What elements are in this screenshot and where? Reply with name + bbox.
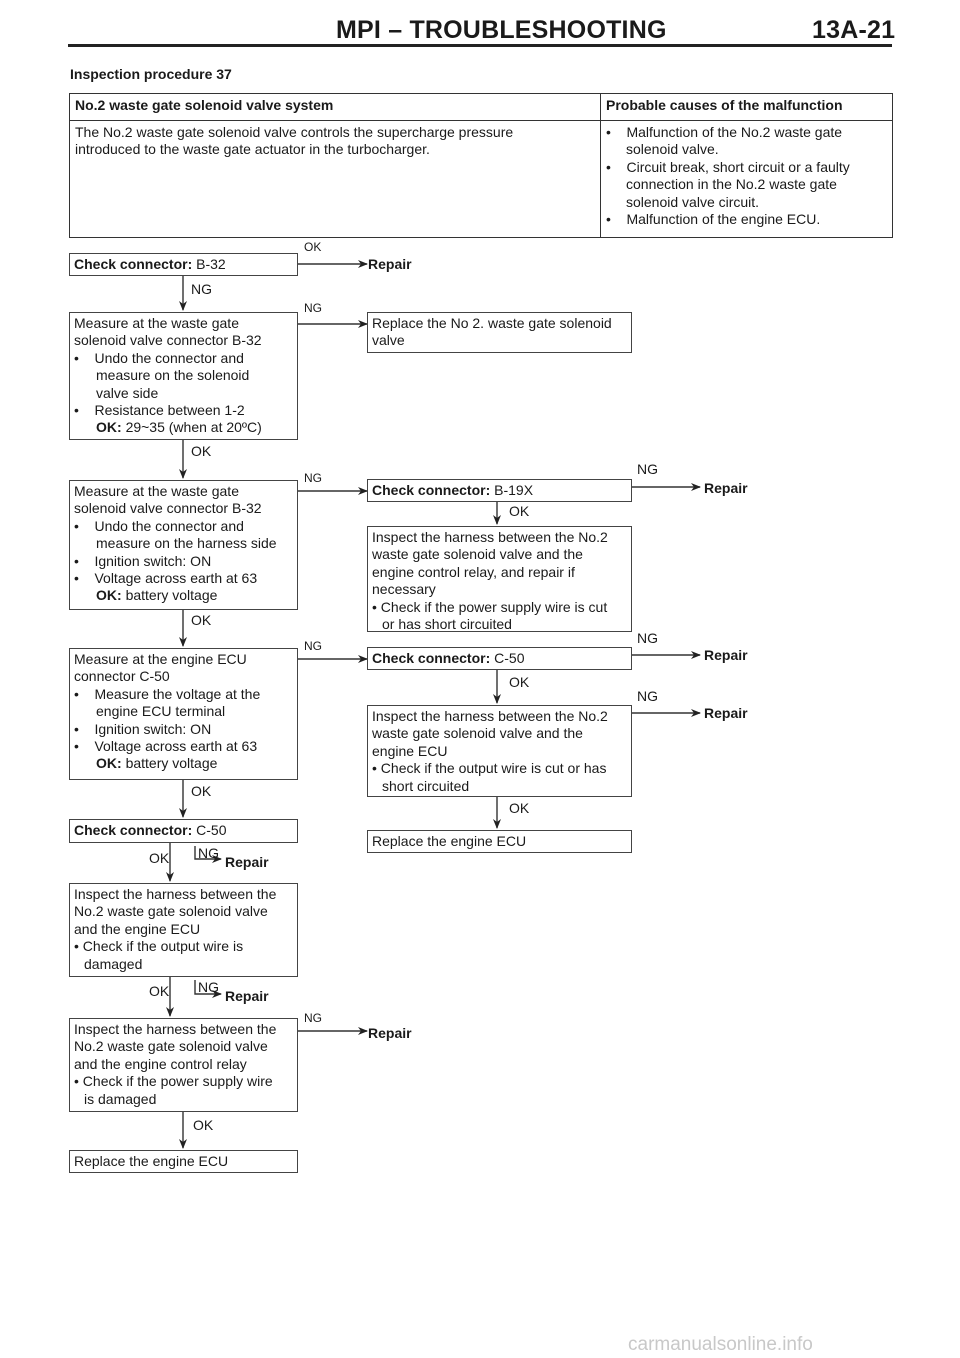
ok-label: OK bbox=[193, 1117, 214, 1133]
repair-label: Repair bbox=[368, 1025, 412, 1041]
cause-item: • Malfunction of the No.2 waste gate solenoid valve. bbox=[606, 124, 843, 158]
ng-label: NG bbox=[637, 630, 658, 646]
ng-label: NG bbox=[304, 639, 322, 653]
inspect-harness-ecu-box: Inspect the harness between the No.2 waste gate solenoid valve and the engine ECU • Check if the output wire is cut or has short circuited bbox=[367, 705, 632, 797]
watermark: carmanualsonline.info bbox=[628, 1334, 813, 1355]
ng-label: NG bbox=[637, 688, 658, 704]
ng-label: NG bbox=[304, 471, 322, 485]
replace-ecu-box: Replace the engine ECU bbox=[69, 1150, 298, 1173]
check-connector-c50-box: Check connector: C-50 bbox=[367, 647, 632, 670]
check-connector-b32-box: Check connector: B-32 bbox=[69, 253, 298, 276]
repair-label: Repair bbox=[225, 854, 269, 870]
ok-label: OK bbox=[509, 503, 530, 519]
measure-resistance-box: Measure at the waste gate solenoid valve connector B-32 • Undo the connector and measure on the solenoid valve side • Resistance between 1-2 OK: 29~35 (when at 20ºC) bbox=[69, 312, 298, 440]
ok-label: OK bbox=[191, 612, 212, 628]
replace-ecu-box: Replace the engine ECU bbox=[367, 830, 632, 853]
ng-label: NG bbox=[198, 845, 219, 861]
ng-label: NG bbox=[637, 461, 658, 477]
ok-label: OK bbox=[304, 240, 322, 254]
repair-label: Repair bbox=[704, 647, 748, 663]
causes-header: Probable causes of the malfunction bbox=[601, 94, 893, 121]
measure-voltage-harness-box: Measure at the waste gate solenoid valve connector B-32 • Undo the connector and measure on the harness side • Ignition switch: ON • Voltage across earth at 63 OK: battery voltage bbox=[69, 480, 298, 610]
replace-solenoid-box: Replace the No 2. waste gate solenoid valve bbox=[367, 312, 632, 353]
repair-label: Repair bbox=[368, 256, 412, 272]
check-connector-b19x-box: Check connector: B-19X bbox=[367, 479, 632, 502]
page-number: 13A-21 bbox=[812, 16, 896, 44]
ok-label: OK bbox=[149, 850, 170, 866]
cause-item: • Circuit break, short circuit or a faulty connection in the No.2 waste gate solenoid valve circuit. bbox=[606, 158, 850, 210]
ng-label: NG bbox=[198, 979, 219, 995]
inspect-power-wire-box: Inspect the harness between the No.2 waste gate solenoid valve and the engine control relay • Check if the power supply wire is damaged bbox=[69, 1018, 298, 1112]
repair-label: Repair bbox=[225, 988, 269, 1004]
ng-label: NG bbox=[191, 281, 212, 297]
repair-label: Repair bbox=[704, 705, 748, 721]
ng-label: NG bbox=[304, 301, 322, 315]
cause-item: • Malfunction of the engine ECU. bbox=[606, 211, 821, 228]
inspect-output-wire-box: Inspect the harness between the No.2 waste gate solenoid valve and the engine ECU • Check if the output wire is damaged bbox=[69, 883, 298, 977]
page-title: MPI – TROUBLESHOOTING bbox=[336, 16, 667, 44]
check-connector-c50-box: Check connector: C-50 bbox=[69, 819, 298, 843]
ok-label: OK bbox=[509, 674, 530, 690]
repair-label: Repair bbox=[704, 480, 748, 496]
inspect-harness-relay-box: Inspect the harness between the No.2 waste gate solenoid valve and the engine control relay, and repair if necessary • Check if the power supply wire is cut or has short circuited bbox=[367, 526, 632, 632]
ok-label: OK bbox=[191, 783, 212, 799]
ng-label: NG bbox=[304, 1011, 322, 1025]
ok-label: OK bbox=[509, 800, 530, 816]
system-header: No.2 waste gate solenoid valve system bbox=[70, 94, 601, 121]
procedure-title: Inspection procedure 37 bbox=[70, 66, 232, 82]
measure-ecu-voltage-box: Measure at the engine ECU connector C-50 • Measure the voltage at the engine ECU terminal • Ignition switch: ON • Voltage across earth at 63 OK: battery voltage bbox=[69, 648, 298, 780]
system-description: The No.2 waste gate solenoid valve controls the supercharge pressure introduced to the waste gate actuator in the turbocharger. bbox=[70, 121, 601, 238]
ok-label: OK bbox=[191, 443, 212, 459]
ok-label: OK bbox=[149, 983, 170, 999]
